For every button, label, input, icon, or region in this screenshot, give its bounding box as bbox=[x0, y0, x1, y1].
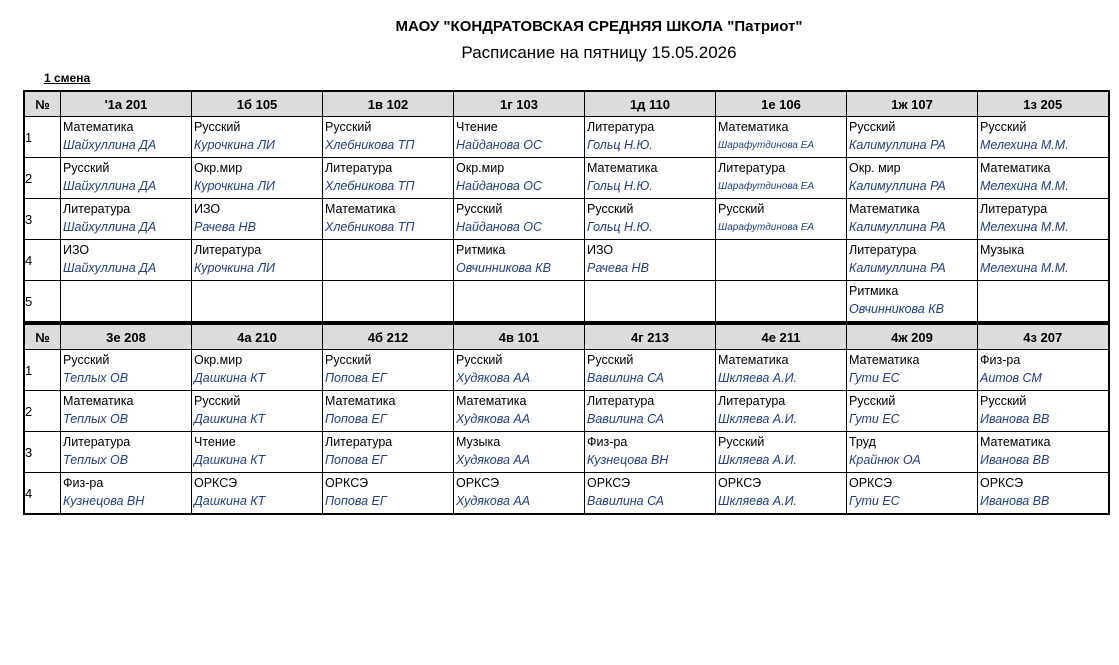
subject-name: Русский bbox=[325, 120, 372, 134]
table-row bbox=[24, 350, 1109, 391]
teacher-name: Хлебникова ТП bbox=[325, 220, 415, 234]
lesson-cell bbox=[192, 117, 323, 158]
subject-name: ИЗО bbox=[587, 243, 614, 257]
lesson-number: 1 bbox=[24, 350, 61, 391]
lesson-cell bbox=[192, 473, 323, 515]
lesson-cell bbox=[192, 240, 323, 281]
column-header-class: 1е 106 bbox=[716, 91, 847, 117]
teacher-name: Калимуллина РА bbox=[849, 261, 946, 275]
teacher-name: Шкляева А.И. bbox=[718, 412, 797, 426]
table-header-row bbox=[24, 324, 1109, 350]
lesson-number: 2 bbox=[24, 158, 61, 199]
lesson-cell bbox=[585, 350, 716, 391]
subject-name: Математика bbox=[718, 353, 789, 367]
teacher-name: Шарафутдинова ЕА bbox=[718, 140, 815, 151]
lesson-number: 2 bbox=[24, 391, 61, 432]
subject-name: Русский bbox=[63, 161, 110, 175]
column-header-class: 4е 211 bbox=[716, 324, 847, 350]
lesson-cell bbox=[454, 117, 585, 158]
teacher-name: Гути ЕС bbox=[849, 371, 900, 385]
teacher-name: Дашкина КТ bbox=[194, 371, 266, 385]
subject-name: Музыка bbox=[456, 435, 501, 449]
lesson-cell bbox=[192, 158, 323, 199]
teacher-name: Рачева НВ bbox=[587, 261, 649, 275]
teacher-name: Овчинникова КВ bbox=[849, 302, 944, 316]
lesson-number: 4 bbox=[24, 473, 61, 515]
teacher-name: Иванова ВВ bbox=[980, 412, 1050, 426]
shift-label: 1 смена bbox=[44, 71, 91, 85]
subject-name: Математика bbox=[718, 120, 789, 134]
subject-name: Физ-ра bbox=[980, 353, 1021, 367]
subject-name: Литература bbox=[718, 394, 786, 408]
subject-name: Литература bbox=[849, 243, 917, 257]
column-header-class: 1д 110 bbox=[585, 91, 716, 117]
teacher-name: Попова ЕГ bbox=[325, 494, 387, 508]
subject-name: Русский bbox=[849, 120, 896, 134]
subject-name: Математика bbox=[63, 120, 134, 134]
subject-name: Русский bbox=[325, 353, 372, 367]
subject-name: Литература bbox=[63, 202, 131, 216]
subject-name: Русский bbox=[456, 353, 503, 367]
column-header-class: 4г 213 bbox=[585, 324, 716, 350]
lesson-number: 3 bbox=[24, 432, 61, 473]
subject-name: Литература bbox=[587, 120, 655, 134]
teacher-name: Шкляева А.И. bbox=[718, 494, 797, 508]
subject-name: Музыка bbox=[980, 243, 1025, 257]
lesson-cell bbox=[61, 117, 192, 158]
lesson-cell bbox=[192, 350, 323, 391]
teacher-name: Мелехина М.М. bbox=[980, 179, 1069, 193]
column-header-class: 4з 207 bbox=[978, 324, 1109, 350]
lesson-cell bbox=[847, 199, 978, 240]
teacher-name: Вавилина СА bbox=[587, 371, 665, 385]
lesson-cell bbox=[847, 432, 978, 473]
teacher-name: Теплых ОВ bbox=[63, 412, 129, 426]
subject-name: ОРКСЭ bbox=[456, 476, 500, 490]
lesson-cell bbox=[716, 473, 847, 515]
teacher-name: Худякова АА bbox=[456, 453, 531, 467]
subject-name: Русский bbox=[718, 202, 765, 216]
subject-name: Математика bbox=[980, 435, 1051, 449]
schedule-table-1 bbox=[23, 90, 1110, 323]
lesson-cell bbox=[716, 350, 847, 391]
lesson-cell bbox=[323, 473, 454, 515]
school-title: МАОУ "КОНДРАТОВСКАЯ СРЕДНЯЯ ШКОЛА "Патриот" bbox=[395, 18, 803, 35]
subject-name: Русский bbox=[194, 394, 241, 408]
schedule-table-2 bbox=[23, 323, 1110, 515]
lesson-cell bbox=[454, 350, 585, 391]
teacher-name: Шайхуллина ДА bbox=[63, 220, 157, 234]
teacher-name: Найданова ОС bbox=[456, 220, 543, 234]
subject-name: Литература bbox=[325, 435, 393, 449]
subject-name: Окр.мир bbox=[194, 353, 243, 367]
lesson-cell bbox=[585, 199, 716, 240]
subject-name: Окр. мир bbox=[849, 161, 901, 175]
subject-name: ОРКСЭ bbox=[194, 476, 238, 490]
teacher-name: Шайхуллина ДА bbox=[63, 261, 157, 275]
lesson-cell bbox=[585, 473, 716, 515]
table-row bbox=[24, 240, 1109, 281]
subject-name: Математика bbox=[456, 394, 527, 408]
lesson-cell bbox=[847, 240, 978, 281]
lesson-cell bbox=[716, 117, 847, 158]
table-row bbox=[24, 281, 1109, 323]
lesson-cell bbox=[585, 117, 716, 158]
teacher-name: Худякова АА bbox=[456, 371, 531, 385]
subject-name: Русский bbox=[587, 202, 634, 216]
subject-name: ИЗО bbox=[194, 202, 221, 216]
teacher-name: Овчинникова КВ bbox=[456, 261, 551, 275]
lesson-cell bbox=[978, 432, 1109, 473]
teacher-name: Курочкина ЛИ bbox=[194, 261, 275, 275]
lesson-cell bbox=[323, 432, 454, 473]
subject-name: Русский bbox=[849, 394, 896, 408]
subject-name: Математика bbox=[849, 353, 920, 367]
column-header-class: 1в 102 bbox=[323, 91, 454, 117]
subject-name: Русский bbox=[194, 120, 241, 134]
lesson-cell bbox=[323, 158, 454, 199]
lesson-number: 4 bbox=[24, 240, 61, 281]
lesson-cell bbox=[61, 473, 192, 515]
lesson-cell bbox=[454, 432, 585, 473]
lesson-cell bbox=[716, 432, 847, 473]
lesson-cell bbox=[847, 350, 978, 391]
teacher-name: Найданова ОС bbox=[456, 179, 543, 193]
lesson-cell bbox=[978, 199, 1109, 240]
table-row bbox=[24, 473, 1109, 515]
teacher-name: Шайхуллина ДА bbox=[63, 179, 157, 193]
lesson-number: 3 bbox=[24, 199, 61, 240]
subject-name: Физ-ра bbox=[587, 435, 628, 449]
subject-name: Литература bbox=[980, 202, 1048, 216]
lesson-cell bbox=[61, 432, 192, 473]
teacher-name: Гольц Н.Ю. bbox=[587, 138, 653, 152]
lesson-cell bbox=[847, 158, 978, 199]
subject-name: ОРКСЭ bbox=[718, 476, 762, 490]
teacher-name: Мелехина М.М. bbox=[980, 261, 1069, 275]
lesson-number: 1 bbox=[24, 117, 61, 158]
subject-name: ОРКСЭ bbox=[325, 476, 369, 490]
teacher-name: Курочкина ЛИ bbox=[194, 138, 275, 152]
teacher-name: Дашкина КТ bbox=[194, 494, 266, 508]
subject-name: Русский bbox=[587, 353, 634, 367]
lesson-cell bbox=[454, 240, 585, 281]
lesson-cell bbox=[847, 117, 978, 158]
column-header-number: № bbox=[24, 91, 61, 117]
lesson-cell bbox=[585, 281, 716, 323]
subject-name: Русский bbox=[980, 120, 1027, 134]
lesson-cell bbox=[978, 240, 1109, 281]
lesson-cell bbox=[61, 199, 192, 240]
teacher-name: Найданова ОС bbox=[456, 138, 543, 152]
subject-name: Чтение bbox=[194, 435, 236, 449]
subject-name: Ритмика bbox=[456, 243, 506, 257]
subject-name: Русский bbox=[718, 435, 765, 449]
lesson-cell bbox=[61, 158, 192, 199]
subject-name: Литература bbox=[587, 394, 655, 408]
column-header-class: 4ж 209 bbox=[847, 324, 978, 350]
subject-name: Математика bbox=[980, 161, 1051, 175]
lesson-cell bbox=[323, 350, 454, 391]
teacher-name: Мелехина М.М. bbox=[980, 138, 1069, 152]
subject-name: Литература bbox=[718, 161, 786, 175]
lesson-cell bbox=[847, 473, 978, 515]
teacher-name: Калимуллина РА bbox=[849, 220, 946, 234]
subject-name: Чтение bbox=[456, 120, 498, 134]
teacher-name: Крайнюк ОА bbox=[849, 453, 921, 467]
column-header-class: '1а 201 bbox=[61, 91, 192, 117]
schedule-subtitle: Расписание на пятницу 15.05.2026 bbox=[461, 43, 737, 62]
teacher-name: Гольц Н.Ю. bbox=[587, 220, 653, 234]
table-row bbox=[24, 158, 1109, 199]
subject-name: Труд bbox=[849, 435, 876, 449]
subject-name: Литература bbox=[325, 161, 393, 175]
teacher-name: Рачева НВ bbox=[194, 220, 256, 234]
subject-name: Окр.мир bbox=[456, 161, 505, 175]
lesson-cell bbox=[585, 240, 716, 281]
lesson-cell bbox=[978, 117, 1109, 158]
lesson-cell bbox=[323, 391, 454, 432]
lesson-cell bbox=[585, 391, 716, 432]
table-row bbox=[24, 199, 1109, 240]
teacher-name: Хлебникова ТП bbox=[325, 138, 415, 152]
teacher-name: Шкляева А.И. bbox=[718, 371, 797, 385]
teacher-name: Хлебникова ТП bbox=[325, 179, 415, 193]
teacher-name: Вавилина СА bbox=[587, 494, 665, 508]
lesson-cell bbox=[716, 158, 847, 199]
teacher-name: Шарафутдинова ЕА bbox=[718, 222, 815, 233]
lesson-cell bbox=[716, 199, 847, 240]
teacher-name: Иванова ВВ bbox=[980, 453, 1050, 467]
teacher-name: Теплых ОВ bbox=[63, 453, 129, 467]
teacher-name: Калимуллина РА bbox=[849, 138, 946, 152]
lesson-cell bbox=[847, 281, 978, 323]
lesson-cell bbox=[978, 281, 1109, 323]
table-header-row bbox=[24, 91, 1109, 117]
lesson-cell bbox=[323, 240, 454, 281]
lesson-cell bbox=[716, 240, 847, 281]
teacher-name: Дашкина КТ bbox=[194, 453, 266, 467]
lesson-cell bbox=[716, 281, 847, 323]
subject-name: Математика bbox=[587, 161, 658, 175]
teacher-name: Кузнецова ВН bbox=[587, 453, 669, 467]
column-header-class: 4в 101 bbox=[454, 324, 585, 350]
lesson-cell bbox=[61, 240, 192, 281]
teacher-name: Мелехина М.М. bbox=[980, 220, 1069, 234]
column-header-class: 4б 212 bbox=[323, 324, 454, 350]
teacher-name: Шайхуллина ДА bbox=[63, 138, 157, 152]
teacher-name: Гути ЕС bbox=[849, 494, 900, 508]
column-header-class: 1г 103 bbox=[454, 91, 585, 117]
lesson-cell bbox=[978, 473, 1109, 515]
lesson-cell bbox=[716, 391, 847, 432]
subject-name: ОРКСЭ bbox=[980, 476, 1024, 490]
subject-name: Математика bbox=[63, 394, 134, 408]
lesson-cell bbox=[454, 281, 585, 323]
lesson-cell bbox=[192, 432, 323, 473]
teacher-name: Худякова АА bbox=[456, 412, 531, 426]
subject-name: Ритмика bbox=[849, 284, 899, 298]
lesson-cell bbox=[192, 391, 323, 432]
lesson-cell bbox=[978, 350, 1109, 391]
lesson-cell bbox=[61, 350, 192, 391]
teacher-name: Кузнецова ВН bbox=[63, 494, 145, 508]
teacher-name: Попова ЕГ bbox=[325, 371, 387, 385]
teacher-name: Иванова ВВ bbox=[980, 494, 1050, 508]
teacher-name: Курочкина ЛИ bbox=[194, 179, 275, 193]
teacher-name: Гольц Н.Ю. bbox=[587, 179, 653, 193]
lesson-cell bbox=[61, 391, 192, 432]
lesson-cell bbox=[454, 391, 585, 432]
column-header-class: 4а 210 bbox=[192, 324, 323, 350]
lesson-cell bbox=[847, 391, 978, 432]
subject-name: ИЗО bbox=[63, 243, 90, 257]
subject-name: Математика bbox=[849, 202, 920, 216]
teacher-name: Гути ЕС bbox=[849, 412, 900, 426]
lesson-cell bbox=[61, 281, 192, 323]
lesson-cell bbox=[585, 158, 716, 199]
lesson-cell bbox=[192, 281, 323, 323]
lesson-cell bbox=[454, 473, 585, 515]
teacher-name: Попова ЕГ bbox=[325, 453, 387, 467]
teacher-name: Теплых ОВ bbox=[63, 371, 129, 385]
subject-name: Математика bbox=[325, 202, 396, 216]
teacher-name: Калимуллина РА bbox=[849, 179, 946, 193]
column-header-class: 1б 105 bbox=[192, 91, 323, 117]
teacher-name: Попова ЕГ bbox=[325, 412, 387, 426]
subject-name: Математика bbox=[325, 394, 396, 408]
subject-name: Русский bbox=[456, 202, 503, 216]
subject-name: Русский bbox=[63, 353, 110, 367]
subject-name: ОРКСЭ bbox=[849, 476, 893, 490]
table-row bbox=[24, 391, 1109, 432]
lesson-cell bbox=[323, 281, 454, 323]
teacher-name: Аитов СМ bbox=[980, 371, 1042, 385]
lesson-cell bbox=[454, 158, 585, 199]
lesson-cell bbox=[323, 199, 454, 240]
lesson-cell bbox=[454, 199, 585, 240]
teacher-name: Дашкина КТ bbox=[194, 412, 266, 426]
column-header-class: 1ж 107 bbox=[847, 91, 978, 117]
teacher-name: Шарафутдинова ЕА bbox=[718, 181, 815, 192]
teacher-name: Шкляева А.И. bbox=[718, 453, 797, 467]
subject-name: Русский bbox=[980, 394, 1027, 408]
lesson-cell bbox=[323, 117, 454, 158]
subject-name: Литература bbox=[63, 435, 131, 449]
subject-name: ОРКСЭ bbox=[587, 476, 631, 490]
lesson-cell bbox=[192, 199, 323, 240]
table-row bbox=[24, 117, 1109, 158]
column-header-class: 3е 208 bbox=[61, 324, 192, 350]
teacher-name: Вавилина СА bbox=[587, 412, 665, 426]
subject-name: Физ-ра bbox=[63, 476, 104, 490]
column-header-number: № bbox=[24, 324, 61, 350]
lesson-cell bbox=[978, 391, 1109, 432]
lesson-number: 5 bbox=[24, 281, 61, 323]
subject-name: Окр.мир bbox=[194, 161, 243, 175]
lesson-cell bbox=[585, 432, 716, 473]
subject-name: Литература bbox=[194, 243, 262, 257]
column-header-class: 1з 205 bbox=[978, 91, 1109, 117]
lesson-cell bbox=[978, 158, 1109, 199]
table-row bbox=[24, 432, 1109, 473]
teacher-name: Худякова АА bbox=[456, 494, 531, 508]
